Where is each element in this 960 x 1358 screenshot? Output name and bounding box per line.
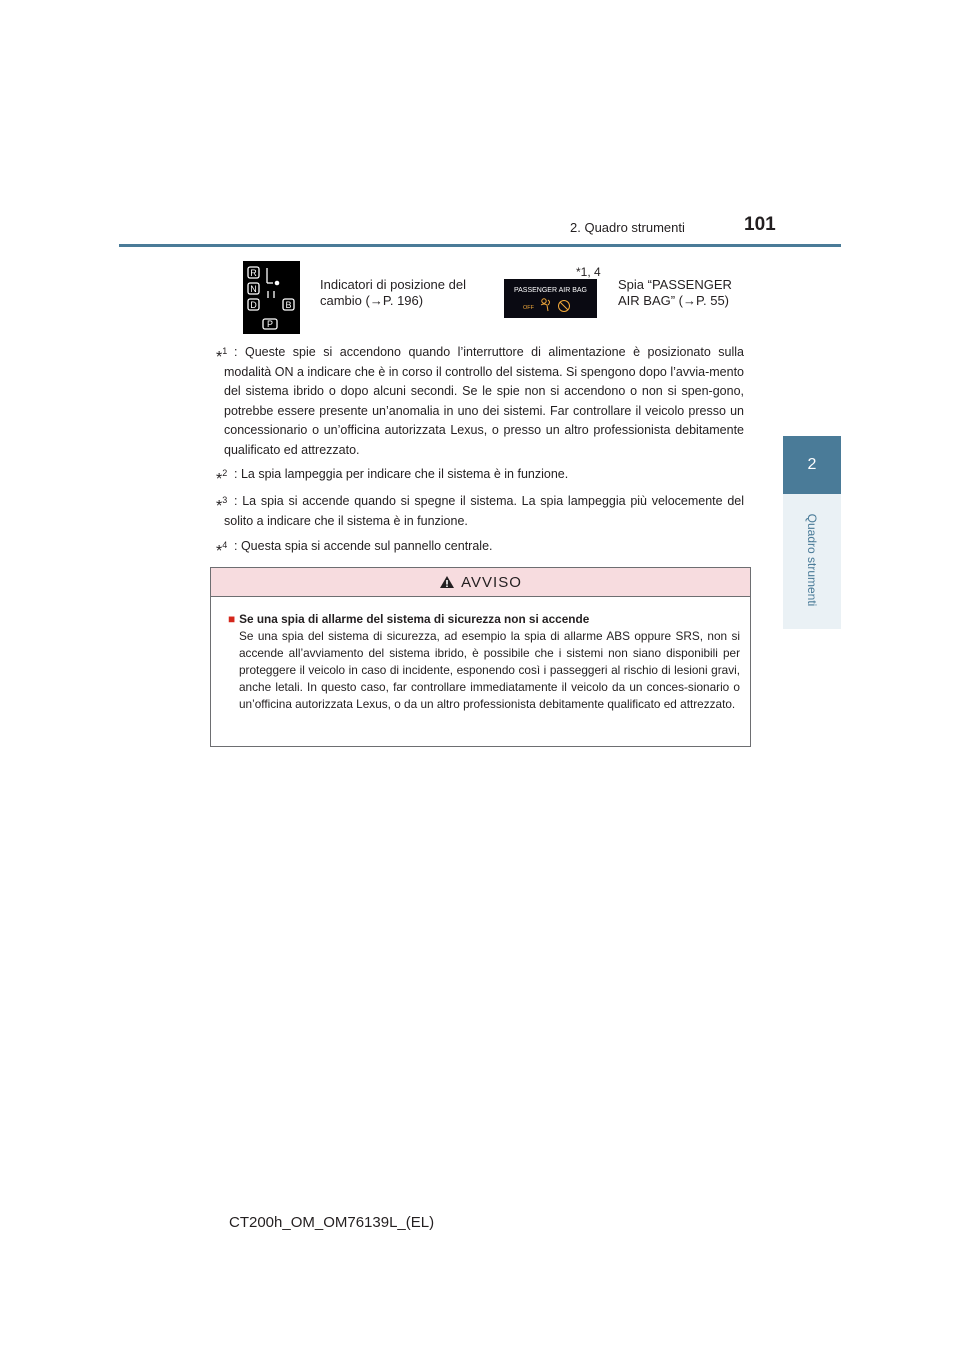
- chapter-tab-number: 2: [783, 436, 841, 494]
- footnote-1-text: : Queste spie si accendono quando l’interruttore di alimentazione è posizionato sulla modalità ON a indicare che è in corso il controllo del sistema. Si spengono dopo l’avvia-mento del sistema ibrido o dopo alcuni secondi. Se le spie non si accendono o non si spen-gono, potrebbe essere presente un’anomalia in uno dei sistemi. Far controllare il veicolo presso un concessionario o un’officina autorizzata Lexus, o presso un altro professionista debitamente qualificato ed attrezzato.: [224, 345, 744, 457]
- footnote-3: *$^3$ : La spia si accende quando si spegne il sistema. La spia lampeggia più velocemente del solito a indicare che il sistema è in funzione.: [216, 494, 744, 528]
- footnote-3-text: : La spia si accende quando si spegne il sistema. La spia lampeggia più velocemente del solito a indicare che il sistema è in funzione.: [224, 494, 744, 528]
- section-title: 2. Quadro strumenti: [570, 220, 685, 235]
- gear-letter-p: P: [266, 319, 274, 329]
- gear-letter-r: R: [250, 268, 257, 278]
- warning-triangle-icon: [439, 575, 455, 589]
- footnote-4-text: : Questa spia si accende sul pannello centrale.: [234, 539, 493, 553]
- gear-caption-line-1: Indicatori di posizione del: [320, 277, 466, 292]
- passenger-airbag-indicator-image: [504, 279, 597, 318]
- footnote-2-text: : La spia lampeggia per indicare che il sistema è in funzione.: [234, 467, 569, 481]
- red-square-bullet-icon: ■: [228, 612, 236, 626]
- footnote-1: *$^1$ : Queste spie si accendono quando l’interruttore di alimentazione è posizionato sulla modalità ON a indicare che è in corso il controllo del sistema. Si spengono dopo l’avvia-mento del sistema ibrido o dopo alcuni secondi. Se le spie non si accendono o non si spen-gono, potrebbe essere presente un’anomalia in uno dei sistemi. Far controllare il veicolo presso un concessionario o un’officina autorizzata Lexus, o presso un altro professionista debitamente qualificato ed attrezzato.: [216, 345, 744, 457]
- warning-header: [211, 568, 750, 597]
- footnote-4: *$^4$ : Questa spia si accende sul pannello centrale.: [216, 539, 493, 561]
- airbag-footnote-mark: *1, 4: [576, 265, 601, 279]
- footnote-4-number: 4: [222, 540, 228, 550]
- footnote-2-number: 2: [222, 468, 228, 478]
- airbag-caption-line-1: Spia “PASSENGER: [618, 277, 732, 292]
- warning-heading: AVVISO: [461, 573, 522, 591]
- gear-caption-line-2: cambio (→P. 196): [320, 293, 424, 308]
- airbag-off-label: OFF: [523, 305, 534, 311]
- footnote-1-number: 1: [222, 346, 228, 356]
- airbag-indicator-caption: [618, 277, 732, 309]
- warning-title: [228, 611, 740, 628]
- gear-letter-n: N: [250, 284, 257, 294]
- airbag-caption-line-2: AIR BAG” (→P. 55): [618, 293, 730, 308]
- gear-position-indicator-image: [243, 261, 300, 334]
- warning-box: [210, 567, 751, 747]
- warning-title-text: Se una spia di allarme del sistema di sicurezza non si accende: [239, 612, 590, 626]
- warning-body: [211, 597, 750, 713]
- chapter-tab-label: Quadro strumenti: [805, 513, 819, 607]
- gear-indicator-caption: [320, 277, 466, 309]
- header-rule: [119, 244, 841, 247]
- airbag-panel-text: PASSENGER AIR BAG: [513, 287, 588, 294]
- gear-letter-b: B: [285, 300, 292, 310]
- footnote-3-number: 3: [222, 495, 228, 505]
- passenger-airbag-icon: [504, 279, 597, 318]
- document-code: CT200h_OM_OM76139L_(EL): [229, 1214, 435, 1231]
- warning-text: Se una spia del sistema di sicurezza, ad esempio la spia di allarme ABS oppure SRS, non si accende all’avviamento del sistema ibrido, è possibile che i sistemi non siano disponibili per proteggere il veicolo in caso di incidente, esponendo così i passeggeri al rischio di lesioni gravi, anche letali. In questo caso, far controllare immediatamente il veicolo da un conces-sionario o un’officina autorizzata Lexus, o da un altro professionista debitamente qualificato ed attrezzato.: [239, 629, 740, 711]
- gear-letter-d: D: [250, 300, 257, 310]
- gear-position-icon: [243, 261, 300, 334]
- page-number: 101: [744, 214, 776, 235]
- footnote-2: *$^2$ : La spia lampeggia per indicare che il sistema è in funzione.: [216, 467, 569, 489]
